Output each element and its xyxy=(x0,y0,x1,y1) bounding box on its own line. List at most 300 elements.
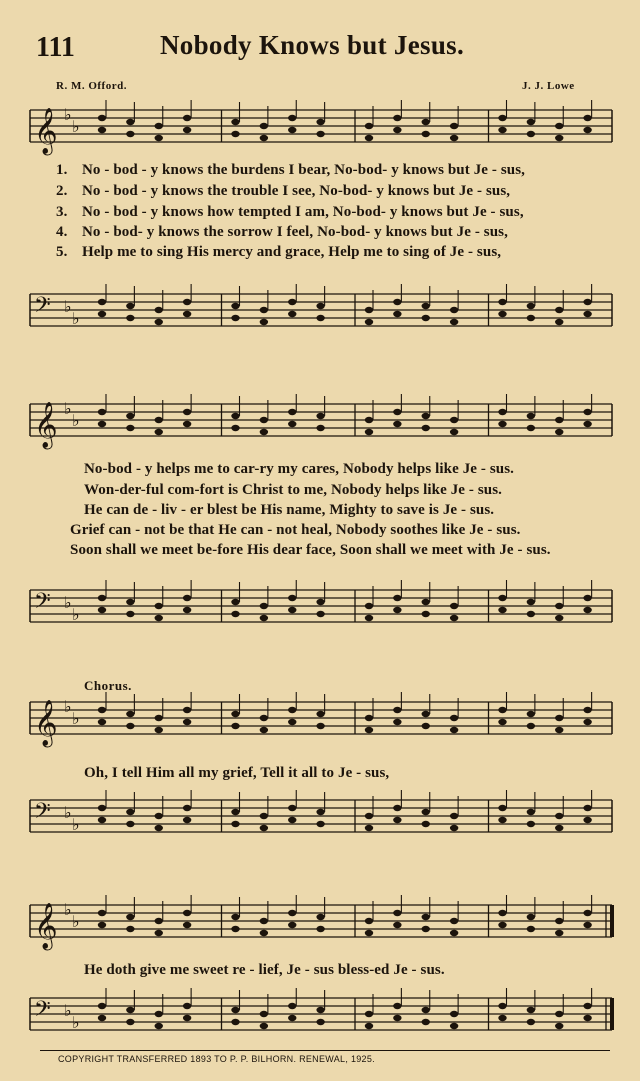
note-head xyxy=(231,711,239,717)
treble-staff-system-3 xyxy=(0,692,640,752)
note-head xyxy=(498,1015,506,1021)
note-head xyxy=(316,914,324,920)
note-head xyxy=(260,429,268,435)
note-head xyxy=(498,595,506,601)
note-head xyxy=(183,115,191,121)
note-head xyxy=(231,926,239,932)
note-head xyxy=(98,311,106,317)
note-head xyxy=(422,119,430,125)
note-head xyxy=(98,421,106,427)
note-head xyxy=(155,429,163,435)
note-head xyxy=(288,817,296,823)
note-head xyxy=(316,926,324,932)
note-head xyxy=(583,595,591,601)
bass-clef-icon: 𝄢 xyxy=(34,589,51,619)
verse-number: 4. xyxy=(56,224,68,240)
note-head xyxy=(288,1015,296,1021)
note-head xyxy=(126,315,134,321)
note-head xyxy=(450,615,458,621)
note-head xyxy=(422,809,430,815)
note-head xyxy=(365,123,373,129)
note-head xyxy=(98,817,106,823)
note-head xyxy=(365,319,373,325)
copyright-notice: COPYRIGHT TRANSFERRED 1893 TO P. P. BILHORN. RENEWAL, 1925. xyxy=(58,1054,375,1064)
treble-clef-icon: 𝄞 xyxy=(34,903,58,949)
note-head xyxy=(555,918,563,924)
flat-icon: ♭ xyxy=(72,815,80,834)
note-head xyxy=(583,409,591,415)
flat-icon: ♭ xyxy=(72,1013,80,1032)
note-head xyxy=(422,413,430,419)
flat-icon: ♭ xyxy=(64,1001,72,1020)
note-head xyxy=(393,607,401,613)
note-head xyxy=(498,1003,506,1009)
note-head xyxy=(316,1007,324,1013)
bass-staff-system-1 xyxy=(0,284,640,344)
note-head xyxy=(555,1011,563,1017)
note-head xyxy=(527,131,535,137)
note-head xyxy=(393,1015,401,1021)
note-head xyxy=(155,603,163,609)
note-head xyxy=(288,805,296,811)
note-head xyxy=(365,135,373,141)
note-head xyxy=(498,607,506,613)
note-head xyxy=(527,413,535,419)
note-head xyxy=(288,719,296,725)
note-head xyxy=(231,599,239,605)
note-head xyxy=(98,115,106,121)
note-head xyxy=(583,127,591,133)
note-head xyxy=(498,127,506,133)
note-head xyxy=(98,127,106,133)
note-head xyxy=(260,930,268,936)
treble-clef-icon: 𝄞 xyxy=(34,108,58,154)
flat-icon: ♭ xyxy=(72,709,80,728)
verse-number: 1. xyxy=(56,162,68,178)
bass-staff-system-3 xyxy=(0,790,640,850)
flat-icon: ♭ xyxy=(72,912,80,931)
verse-line-4 xyxy=(56,224,508,241)
lyricist-credit: R. M. Offord. xyxy=(56,80,127,92)
note-head xyxy=(155,123,163,129)
note-head xyxy=(450,123,458,129)
note-head xyxy=(155,1011,163,1017)
note-head xyxy=(98,719,106,725)
note-head xyxy=(365,429,373,435)
note-head xyxy=(231,809,239,815)
note-head xyxy=(126,611,134,617)
note-head xyxy=(288,115,296,121)
note-head xyxy=(583,707,591,713)
note-head xyxy=(260,615,268,621)
note-head xyxy=(393,421,401,427)
note-head xyxy=(288,595,296,601)
note-head xyxy=(527,821,535,827)
note-head xyxy=(231,914,239,920)
verse-2-line-3: He can de - liv - er blest be His name, Mighty to save is Je - sus. xyxy=(84,502,495,518)
note-head xyxy=(98,607,106,613)
note-head xyxy=(450,930,458,936)
note-head xyxy=(527,809,535,815)
note-head xyxy=(260,123,268,129)
note-head xyxy=(527,711,535,717)
note-head xyxy=(155,825,163,831)
note-head xyxy=(260,603,268,609)
note-head xyxy=(231,1019,239,1025)
note-head xyxy=(316,723,324,729)
note-head xyxy=(98,409,106,415)
hymn-title: Nobody Knows but Jesus. xyxy=(160,30,464,60)
note-head xyxy=(288,421,296,427)
note-head xyxy=(183,1003,191,1009)
note-head xyxy=(365,930,373,936)
note-head xyxy=(316,611,324,617)
note-head xyxy=(422,914,430,920)
note-head xyxy=(316,711,324,717)
note-head xyxy=(98,910,106,916)
treble-staff-system-2 xyxy=(0,394,640,454)
note-head xyxy=(527,1007,535,1013)
note-head xyxy=(555,123,563,129)
bass-staff-system-4 xyxy=(0,988,640,1048)
note-head xyxy=(126,119,134,125)
verse-number: 5. xyxy=(56,244,68,260)
note-head xyxy=(498,922,506,928)
note-head xyxy=(316,315,324,321)
note-head xyxy=(527,599,535,605)
flat-icon: ♭ xyxy=(72,605,80,624)
note-head xyxy=(422,315,430,321)
note-head xyxy=(231,1007,239,1013)
note-head xyxy=(316,809,324,815)
note-head xyxy=(583,1015,591,1021)
note-head xyxy=(393,805,401,811)
note-head xyxy=(422,303,430,309)
composer-credit: J. J. Lowe xyxy=(522,80,575,92)
note-head xyxy=(231,413,239,419)
note-head xyxy=(393,707,401,713)
note-head xyxy=(498,299,506,305)
note-head xyxy=(450,429,458,435)
treble-clef-icon: 𝄞 xyxy=(34,700,58,746)
note-head xyxy=(527,315,535,321)
note-head xyxy=(365,727,373,733)
note-head xyxy=(231,723,239,729)
note-head xyxy=(126,821,134,827)
note-head xyxy=(365,813,373,819)
note-head xyxy=(183,805,191,811)
note-head xyxy=(260,715,268,721)
flat-icon: ♭ xyxy=(64,399,72,418)
note-head xyxy=(231,425,239,431)
note-head xyxy=(422,1019,430,1025)
note-head xyxy=(183,719,191,725)
verse-2-line-1: No-bod - y helps me to car-ry my cares, Nobody helps like Je - sus. xyxy=(84,461,515,477)
note-head xyxy=(126,1007,134,1013)
note-head xyxy=(450,715,458,721)
verse-2-line-5: Soon shall we meet be-fore His dear face, Soon shall we meet with Je - sus. xyxy=(70,542,551,558)
verse-text: No - bod - y knows the trouble I see, No-bod- y knows but Je - sus, xyxy=(82,183,511,199)
verse-line-3 xyxy=(56,204,524,221)
note-head xyxy=(316,821,324,827)
note-head xyxy=(555,930,563,936)
note-head xyxy=(288,922,296,928)
note-head xyxy=(583,421,591,427)
note-head xyxy=(126,711,134,717)
note-head xyxy=(231,821,239,827)
note-head xyxy=(260,307,268,313)
verse-2-line-4: Grief can - not be that He can - not heal, Nobody soothes like Je - sus. xyxy=(70,522,521,538)
flat-icon: ♭ xyxy=(72,411,80,430)
note-head xyxy=(422,611,430,617)
bass-clef-icon: 𝄢 xyxy=(34,799,51,829)
note-head xyxy=(555,319,563,325)
note-head xyxy=(183,817,191,823)
note-head xyxy=(498,311,506,317)
note-head xyxy=(98,1003,106,1009)
note-head xyxy=(555,429,563,435)
note-head xyxy=(583,922,591,928)
note-head xyxy=(316,599,324,605)
note-head xyxy=(260,1023,268,1029)
verse-text: No - bod - y knows how tempted I am, No-bod- y knows but Je - sus, xyxy=(82,204,524,220)
note-head xyxy=(98,595,106,601)
note-head xyxy=(316,119,324,125)
note-head xyxy=(422,131,430,137)
note-head xyxy=(98,1015,106,1021)
note-head xyxy=(183,409,191,415)
note-head xyxy=(183,299,191,305)
note-head xyxy=(527,926,535,932)
note-head xyxy=(183,1015,191,1021)
note-head xyxy=(288,311,296,317)
note-head xyxy=(183,595,191,601)
note-head xyxy=(183,421,191,427)
note-head xyxy=(155,918,163,924)
chorus-line-1: Oh, I tell Him all my grief, Tell it all to Je - sus, xyxy=(84,765,390,781)
note-head xyxy=(422,711,430,717)
note-head xyxy=(365,417,373,423)
note-head xyxy=(126,723,134,729)
note-head xyxy=(450,319,458,325)
note-head xyxy=(583,607,591,613)
verse-number: 2. xyxy=(56,183,68,199)
note-head xyxy=(450,727,458,733)
note-head xyxy=(126,131,134,137)
note-head xyxy=(393,409,401,415)
note-head xyxy=(126,926,134,932)
note-head xyxy=(555,813,563,819)
note-head xyxy=(450,603,458,609)
note-head xyxy=(365,1023,373,1029)
note-head xyxy=(231,611,239,617)
note-head xyxy=(155,715,163,721)
verse-line-5 xyxy=(56,244,501,261)
note-head xyxy=(583,1003,591,1009)
note-head xyxy=(155,727,163,733)
note-head xyxy=(422,1007,430,1013)
note-head xyxy=(393,311,401,317)
treble-staff-system-4 xyxy=(0,895,640,955)
note-head xyxy=(260,417,268,423)
note-head xyxy=(155,930,163,936)
flat-icon: ♭ xyxy=(72,309,80,328)
note-head xyxy=(260,825,268,831)
hymn-number: 111 xyxy=(36,32,75,63)
note-head xyxy=(527,1019,535,1025)
note-head xyxy=(450,825,458,831)
verse-text: No - bod- y knows the sorrow I feel, No-bod- y knows but Je - sus, xyxy=(82,224,508,240)
note-head xyxy=(422,821,430,827)
note-head xyxy=(288,707,296,713)
note-head xyxy=(555,715,563,721)
note-head xyxy=(422,425,430,431)
note-head xyxy=(316,425,324,431)
note-head xyxy=(422,599,430,605)
verse-line-2 xyxy=(56,183,510,200)
note-head xyxy=(288,299,296,305)
note-head xyxy=(393,719,401,725)
note-head xyxy=(583,299,591,305)
note-head xyxy=(126,599,134,605)
note-head xyxy=(393,299,401,305)
footer-rule xyxy=(40,1050,610,1051)
note-head xyxy=(260,135,268,141)
verse-line-1 xyxy=(56,162,525,179)
note-head xyxy=(450,1023,458,1029)
note-head xyxy=(555,307,563,313)
note-head xyxy=(498,115,506,121)
note-head xyxy=(555,135,563,141)
note-head xyxy=(260,727,268,733)
note-head xyxy=(155,417,163,423)
note-head xyxy=(393,127,401,133)
note-head xyxy=(498,719,506,725)
note-head xyxy=(260,319,268,325)
note-head xyxy=(450,918,458,924)
note-head xyxy=(231,315,239,321)
note-head xyxy=(155,813,163,819)
note-head xyxy=(527,914,535,920)
note-head xyxy=(155,319,163,325)
flat-icon: ♭ xyxy=(64,297,72,316)
note-head xyxy=(316,303,324,309)
flat-icon: ♭ xyxy=(72,117,80,136)
note-head xyxy=(498,421,506,427)
bass-staff-system-2 xyxy=(0,580,640,640)
note-head xyxy=(498,817,506,823)
note-head xyxy=(365,1011,373,1017)
note-head xyxy=(393,817,401,823)
note-head xyxy=(527,425,535,431)
note-head xyxy=(422,926,430,932)
note-head xyxy=(422,723,430,729)
flat-icon: ♭ xyxy=(64,593,72,612)
note-head xyxy=(583,910,591,916)
note-head xyxy=(316,1019,324,1025)
note-head xyxy=(183,311,191,317)
note-head xyxy=(231,303,239,309)
treble-staff-system-1 xyxy=(0,100,640,160)
flat-icon: ♭ xyxy=(64,697,72,716)
note-head xyxy=(393,922,401,928)
flat-icon: ♭ xyxy=(64,900,72,919)
note-head xyxy=(288,1003,296,1009)
note-head xyxy=(527,119,535,125)
note-head xyxy=(126,809,134,815)
bass-clef-icon: 𝄢 xyxy=(34,293,51,323)
note-head xyxy=(98,922,106,928)
note-head xyxy=(450,307,458,313)
note-head xyxy=(260,918,268,924)
note-head xyxy=(450,1011,458,1017)
note-head xyxy=(498,805,506,811)
note-head xyxy=(393,595,401,601)
note-head xyxy=(183,707,191,713)
note-head xyxy=(260,1011,268,1017)
note-head xyxy=(555,825,563,831)
note-head xyxy=(527,303,535,309)
verse-2-line-2: Won-der-ful com-fort is Christ to me, Nobody helps like Je - sus. xyxy=(84,482,503,498)
chorus-label: Chorus. xyxy=(84,678,132,693)
note-head xyxy=(583,311,591,317)
note-head xyxy=(555,603,563,609)
note-head xyxy=(450,135,458,141)
note-head xyxy=(288,910,296,916)
note-head xyxy=(231,119,239,125)
note-head xyxy=(126,303,134,309)
note-head xyxy=(126,914,134,920)
note-head xyxy=(555,417,563,423)
note-head xyxy=(583,719,591,725)
note-head xyxy=(288,409,296,415)
note-head xyxy=(183,910,191,916)
bass-clef-icon: 𝄢 xyxy=(34,997,51,1027)
note-head xyxy=(126,425,134,431)
note-head xyxy=(393,910,401,916)
note-head xyxy=(498,409,506,415)
note-head xyxy=(555,1023,563,1029)
treble-clef-icon: 𝄞 xyxy=(34,402,58,448)
flat-icon: ♭ xyxy=(64,803,72,822)
note-head xyxy=(555,615,563,621)
note-head xyxy=(365,307,373,313)
note-head xyxy=(527,611,535,617)
note-head xyxy=(126,413,134,419)
note-head xyxy=(288,127,296,133)
note-head xyxy=(555,727,563,733)
verse-text: No - bod - y knows the burdens I bear, No-bod- y knows but Je - sus, xyxy=(82,162,526,178)
note-head xyxy=(365,715,373,721)
note-head xyxy=(155,135,163,141)
note-head xyxy=(498,707,506,713)
note-head xyxy=(260,813,268,819)
note-head xyxy=(183,922,191,928)
note-head xyxy=(98,299,106,305)
note-head xyxy=(365,918,373,924)
note-head xyxy=(450,417,458,423)
note-head xyxy=(393,115,401,121)
chorus-line-2: He doth give me sweet re - lief, Je - sus bless-ed Je - sus. xyxy=(84,962,445,978)
note-head xyxy=(155,1023,163,1029)
note-head xyxy=(183,127,191,133)
note-head xyxy=(155,615,163,621)
verse-text: Help me to sing His mercy and grace, Help me to sing of Je - sus, xyxy=(82,244,502,260)
flat-icon: ♭ xyxy=(64,105,72,124)
note-head xyxy=(231,131,239,137)
note-head xyxy=(583,115,591,121)
note-head xyxy=(98,805,106,811)
